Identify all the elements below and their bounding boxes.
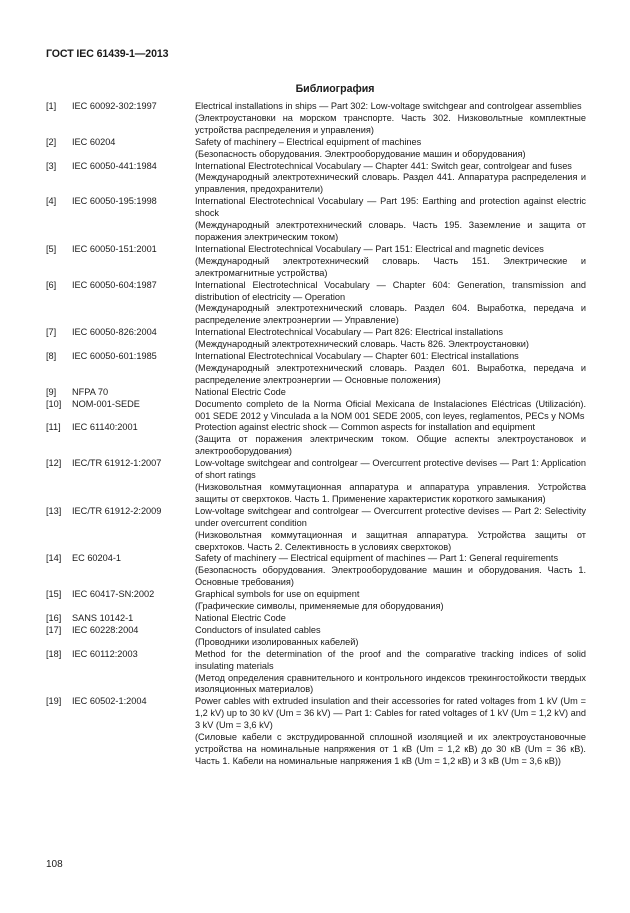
entry-code: EC 60204-1 bbox=[72, 553, 122, 564]
entry-description bbox=[195, 696, 586, 767]
entry-description-line: Conductors of insulated cables bbox=[195, 624, 321, 635]
bibliography-entry bbox=[46, 196, 586, 244]
entry-number: [18] bbox=[46, 648, 62, 659]
entry-code: IEC 60050-151:2001 bbox=[72, 243, 157, 254]
bibliography-entry bbox=[46, 422, 586, 458]
entry-code: IEC/TR 61912-1:2007 bbox=[72, 458, 162, 469]
entry-code: IEC 60050-601:1985 bbox=[72, 351, 157, 362]
entry-description-line: (Низковольтная коммутационная аппаратура и аппаратура управления. Устройства защиты от сверхтоков. Часть 1. Применение характеристик короткого замыкания) bbox=[195, 482, 586, 504]
entry-number: [8] bbox=[46, 351, 57, 362]
entry-number: [4] bbox=[46, 196, 57, 207]
page-number: 108 bbox=[46, 859, 63, 870]
entry-code: IEC 60417-SN:2002 bbox=[72, 589, 155, 600]
entry-number: [5] bbox=[46, 243, 57, 254]
entry-description-line: Documento completo de la Norma Oficial Mexicana de Instalaciones Eléctricas (Utilización). 001 SEDE 2012 y Vinculada a la NOM 001 SEDE 2005, con leyes, reglamentos, PECs y NOMs bbox=[195, 398, 586, 421]
entry-description bbox=[195, 244, 586, 280]
entry-code: IEC/TR 61912-2:2009 bbox=[72, 505, 162, 516]
entry-description bbox=[195, 422, 586, 458]
entry-number: [13] bbox=[46, 505, 62, 516]
entry-number: [11] bbox=[46, 422, 61, 433]
bibliography-entry bbox=[46, 327, 586, 351]
entry-number: [16] bbox=[46, 612, 62, 623]
entry-description-line: Low-voltage switchgear and controlgear — Overcurrent protective devises — Part 2: Selectivity under overcurrent condition bbox=[195, 505, 586, 528]
entry-description bbox=[195, 649, 586, 697]
entry-number: [7] bbox=[46, 327, 57, 338]
entry-code: IEC 60050-826:2004 bbox=[72, 327, 157, 338]
entry-code: IEC 61140:2001 bbox=[72, 422, 138, 433]
entry-description bbox=[195, 351, 586, 387]
entry-code: SANS 10142-1 bbox=[72, 612, 134, 623]
bibliography-entry bbox=[46, 101, 586, 137]
bibliography-entry bbox=[46, 399, 586, 423]
entry-number: [17] bbox=[46, 624, 62, 635]
entry-description-line: Power cables with extruded insulation and their accessories for rated voltages from 1 kV (Um = 1,2 kV) up to 30 kV (Um = 36 kV) — Part 1: Cables for rated voltages of 1 kV (Um = 1,2 kV) and 3 kV (Um = 3,6 kV) bbox=[195, 696, 586, 731]
bibliography-entry bbox=[46, 625, 586, 649]
entry-description-line: National Electric Code bbox=[195, 386, 286, 397]
bibliography-entry bbox=[46, 387, 586, 399]
bibliography-entry bbox=[46, 553, 586, 589]
entry-number: [6] bbox=[46, 279, 57, 290]
bibliography-entry bbox=[46, 280, 586, 328]
entry-code: IEC 60204 bbox=[72, 136, 116, 147]
entry-description-line: (Международный электротехнический словарь. Часть 151. Электрические и электромагнитные устройства) bbox=[195, 255, 586, 278]
entry-code: IEC 60092-302:1997 bbox=[72, 101, 157, 111]
entry-description-line: International Electrotechnical Vocabulary — Chapter 441: Switch gear, controlgear and fuses bbox=[195, 160, 572, 171]
bibliography-entry bbox=[46, 649, 586, 697]
entry-description bbox=[195, 280, 586, 328]
document-header: ГОСТ IEC 61439-1—2013 bbox=[46, 48, 169, 60]
entry-description bbox=[195, 196, 586, 244]
entry-description bbox=[195, 137, 586, 161]
entry-description-line: (Международный электротехнический словарь. Часть 195. Заземление и защита от поражения электрическим током) bbox=[195, 220, 586, 242]
entry-description bbox=[195, 625, 586, 649]
entry-description-line: (Метод определения сравнительного и контрольного индексов трекингостойкости твердых изоляционных материалов) bbox=[195, 672, 586, 695]
entry-description-line: International Electrotechnical Vocabulary — Chapter 604: Generation, transmission and distribution of electricity — Operation bbox=[195, 279, 586, 302]
entry-description bbox=[195, 506, 586, 554]
bibliography-entry bbox=[46, 161, 586, 197]
entry-number: [12] bbox=[46, 458, 62, 469]
entry-description-line: Low-voltage switchgear and controlgear — Overcurrent protective devises — Part 1: Application of short ratings bbox=[195, 458, 586, 481]
entry-description bbox=[195, 387, 586, 399]
entry-description bbox=[195, 613, 586, 625]
entry-code: NFPA 70 bbox=[72, 386, 109, 397]
entry-number: [19] bbox=[46, 696, 62, 707]
entry-number: [9] bbox=[46, 386, 57, 397]
entry-description-line: (Международный электротехнический словарь. Раздел 601. Выработка, передача и распределение электроэнергии — Основные положения) bbox=[195, 362, 586, 385]
entry-code: IEC 60228:2004 bbox=[72, 624, 139, 635]
entry-code: IEC 60112:2003 bbox=[72, 648, 138, 659]
entry-number: [15] bbox=[46, 589, 62, 600]
entry-description-line: (Безопасность оборудования. Электрооборудование машин и оборудования. Часть 1. Основные требования) bbox=[195, 565, 586, 588]
entry-description-line: Method for the determination of the proof and the comparative tracking indices of solid insulating materials bbox=[195, 648, 586, 671]
entry-description-line: (Защита от поражения электрическим током. Общие аспекты электроустановок и электрооборудования) bbox=[195, 434, 586, 457]
bibliography-entry bbox=[46, 351, 586, 387]
entry-description-line: (Международный электротехнический словарь. Раздел 604. Выработка, передача и распределение электроэнергии — Управление) bbox=[195, 303, 586, 326]
entry-description-line: Graphical symbols for use on equipment bbox=[195, 589, 360, 600]
entry-description bbox=[195, 101, 586, 137]
entry-code: IEC 60050-604:1987 bbox=[72, 279, 157, 290]
entry-code: IEC 60050-441:1984 bbox=[72, 160, 157, 171]
entry-description-line: (Международный электротехнический словарь. Раздел 441. Аппаратура распределения и управления, предохранители) bbox=[195, 172, 586, 195]
bibliography-entry bbox=[46, 696, 586, 767]
entry-description-line: (Силовые кабели с экструдированной сплошной изоляцией и их электроустановочные устройства на номинальные напряжения от 1 кВ (Um = 1,2 кВ) до 30 кВ (Um = 36 кВ). Часть 1. Кабели на номинальные напряжения 1 кВ (Um = 1,2 кВ) и 3 кВ (Um = 3,6 кВ)) bbox=[195, 732, 586, 766]
bibliography-entry bbox=[46, 458, 586, 506]
entry-description bbox=[195, 553, 586, 589]
entry-description-line: (Низковольтная коммутационная и защитная аппаратура. Устройства защиты от сверхтоков. Часть 2. Селективность в условиях сверхтоков) bbox=[195, 529, 586, 552]
entry-number: [2] bbox=[46, 136, 57, 147]
entry-number: [1] bbox=[46, 101, 57, 111]
section-title: Библиография bbox=[295, 83, 375, 95]
entry-description bbox=[195, 327, 586, 351]
bibliography-list bbox=[46, 101, 586, 768]
bibliography-entry bbox=[46, 137, 586, 161]
bibliography-entry bbox=[46, 589, 586, 613]
entry-number: [10] bbox=[46, 398, 62, 409]
entry-code: IEC 60050-195:1998 bbox=[72, 196, 157, 207]
entry-description bbox=[195, 458, 586, 506]
entry-number: [14] bbox=[46, 553, 62, 564]
entry-description-line: National Electric Code bbox=[195, 612, 286, 623]
entry-description-line: Electrical installations in ships — Part 302: Low-voltage switchgear and controlgear assemblies bbox=[195, 101, 582, 111]
entry-description-line: (Безопасность оборудования. Электрооборудование машин и оборудования) bbox=[195, 148, 526, 159]
entry-description bbox=[195, 161, 586, 197]
entry-description-line: International Electrotechnical Vocabulary — Part 826: Electrical installations bbox=[195, 327, 503, 338]
entry-description bbox=[195, 399, 586, 423]
bibliography-entry bbox=[46, 613, 586, 625]
entry-description-line: (Проводники изолированных кабелей) bbox=[195, 636, 359, 647]
entry-description-line: Safety of machinery – Electrical equipment of machines bbox=[195, 136, 422, 147]
entry-description bbox=[195, 589, 586, 613]
entry-description-line: International Electrotechnical Vocabulary — Part 195: Earthing and protection against electric shock bbox=[195, 196, 586, 219]
entry-description-line: Protection against electric shock — Common aspects for installation and equipment bbox=[195, 422, 536, 433]
entry-code: IEC 60502-1:2004 bbox=[72, 696, 147, 707]
entry-description-line: (Электроустановки на морском транспорте. Часть 302. Низковольтные комплектные устройства распределения и управления) bbox=[195, 112, 586, 135]
entry-description-line: International Electrotechnical Vocabulary — Chapter 601: Electrical installations bbox=[195, 351, 519, 362]
bibliography-entry bbox=[46, 506, 586, 554]
entry-number: [3] bbox=[46, 160, 57, 171]
entry-description-line: (Международный электротехнический словарь. Часть 826. Электроустановки) bbox=[195, 339, 529, 350]
entry-code: NOM-001-SEDE bbox=[72, 398, 140, 409]
bibliography-entry bbox=[46, 244, 586, 280]
entry-description-line: Safety of machinery — Electrical equipment of machines — Part 1: General requirements bbox=[195, 553, 559, 564]
entry-description-line: International Electrotechnical Vocabulary — Part 151: Electrical and magnetic devices bbox=[195, 243, 544, 254]
entry-description-line: (Графические символы, применяемые для оборудования) bbox=[195, 601, 444, 612]
